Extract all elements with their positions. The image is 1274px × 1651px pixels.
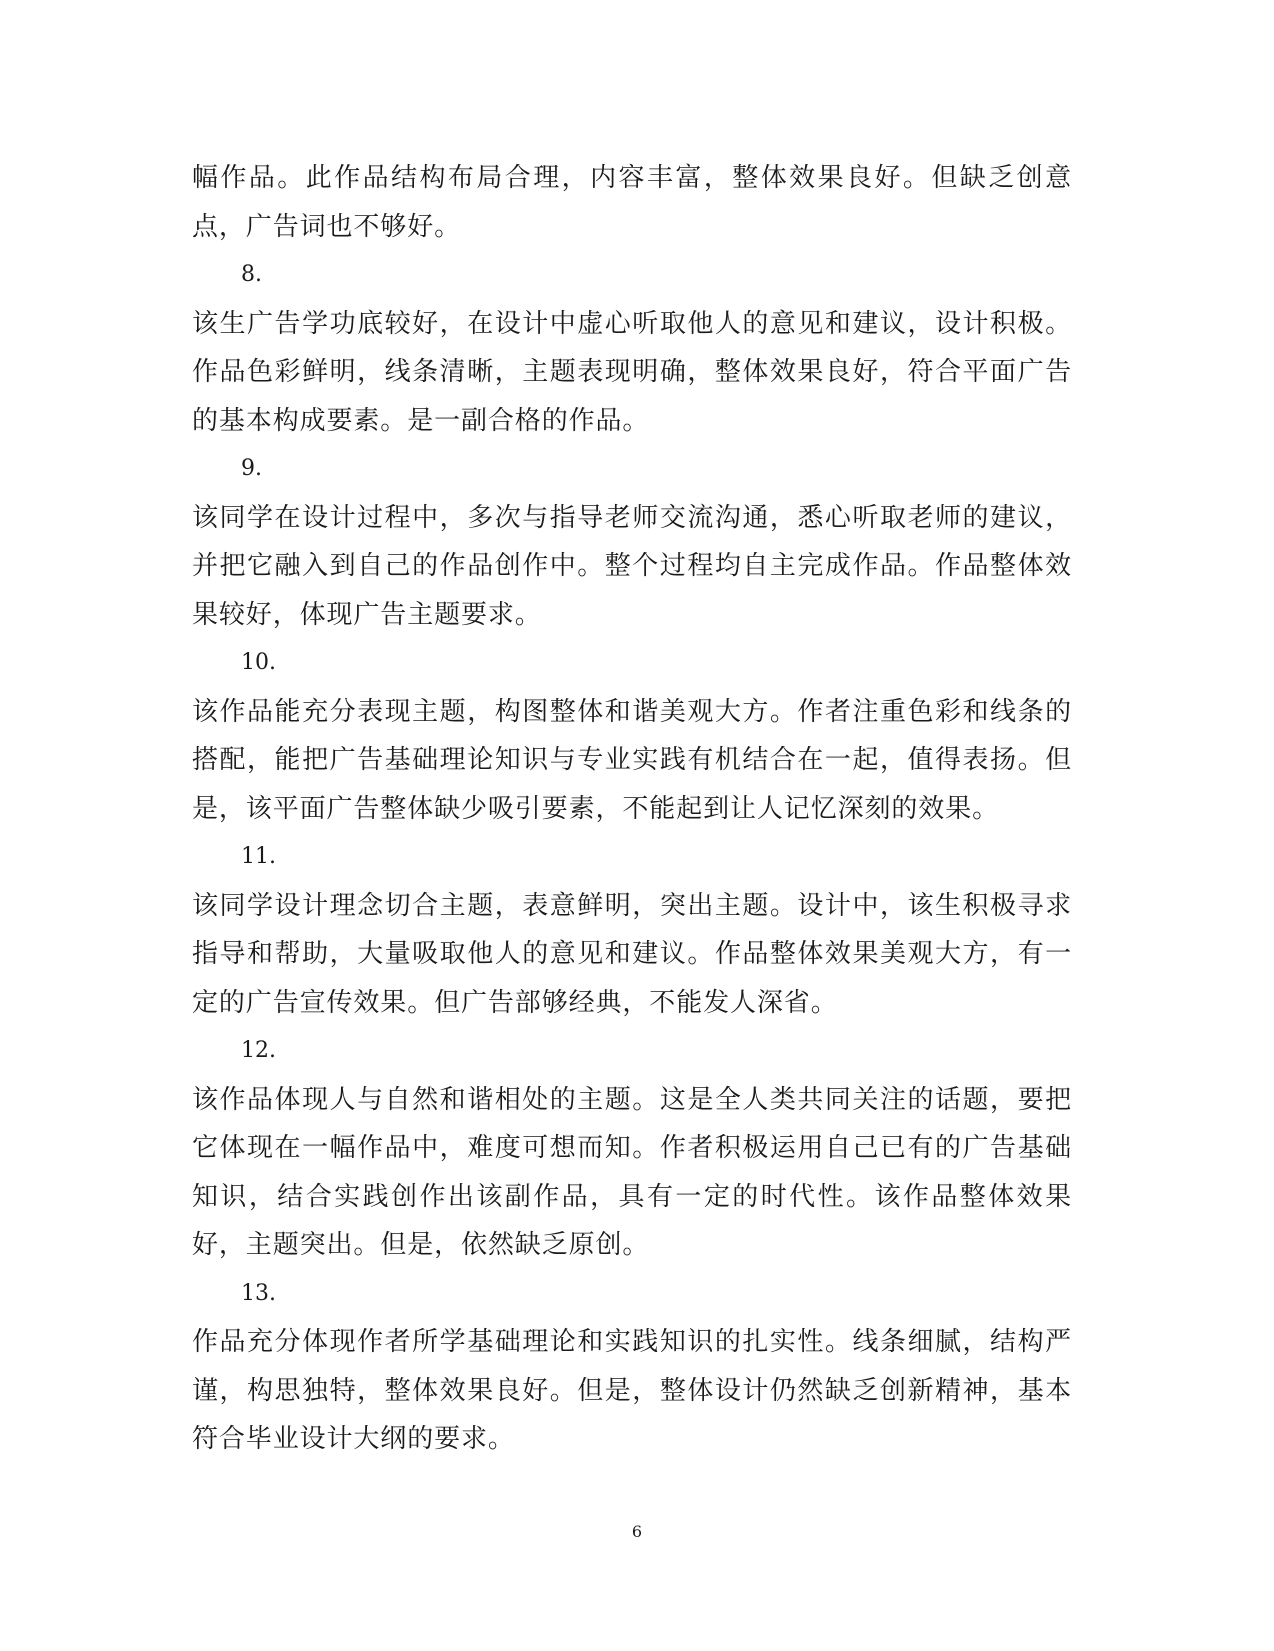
paragraph-7-continued: 幅作品。此作品结构布局合理，内容丰富，整体效果良好。但缺乏创意点，广告词也不够好。 xyxy=(192,163,1072,242)
item-number-10: 10. xyxy=(241,650,276,675)
item-number-9: 9. xyxy=(241,456,262,481)
paragraph-13: 作品充分体现作者所学基础理论和实践知识的扎实性。线条细腻，结构严谨，构思独特，整体效果良好。但是，整体设计仍然缺乏创新精神，基本符合毕业设计大纲的要求。 xyxy=(192,1327,1072,1454)
paragraph-10: 该作品能充分表现主题，构图整体和谐美观大方。作者注重色彩和线条的搭配，能把广告基础理论知识与专业实践有机结合在一起，值得表扬。但是，该平面广告整体缺少吸引要素，不能起到让人记忆深刻的效果。 xyxy=(192,696,1072,824)
item-number-8: 8. xyxy=(241,262,262,287)
paragraph-8: 该生广告学功底较好，在设计中虚心听取他人的意见和建议，设计积极。作品色彩鲜明，线条清晰，主题表现明确，整体效果良好，符合平面广告的基本构成要素。是一副合格的作品。 xyxy=(192,308,1072,436)
page-content xyxy=(192,154,1072,1464)
item-number-12: 12. xyxy=(241,1038,276,1063)
paragraph-11: 该同学设计理念切合主题，表意鲜明，突出主题。设计中，该生积极寻求指导和帮助，大量吸取他人的意见和建议。作品整体效果美观大方，有一定的广告宣传效果。但广告部够经典，不能发人深省。 xyxy=(192,890,1072,1018)
item-number-11: 11. xyxy=(241,844,276,869)
paragraph-12: 该作品体现人与自然和谐相处的主题。这是全人类共同关注的话题，要把它体现在一幅作品中，难度可想而知。作者积极运用自己已有的广告基础知识，结合实践创作出该副作品，具有一定的时代性。该作品整体效果好，主题突出。但是，依然缺乏原创。 xyxy=(192,1084,1072,1260)
item-number-13: 13. xyxy=(241,1280,276,1306)
paragraph-9: 该同学在设计过程中，多次与指导老师交流沟通，悉心听取老师的建议，并把它融入到自己的作品创作中。整个过程均自主完成作品。作品整体效果较好，体现广告主题要求。 xyxy=(192,502,1072,630)
page-number: 6 xyxy=(631,1522,643,1541)
